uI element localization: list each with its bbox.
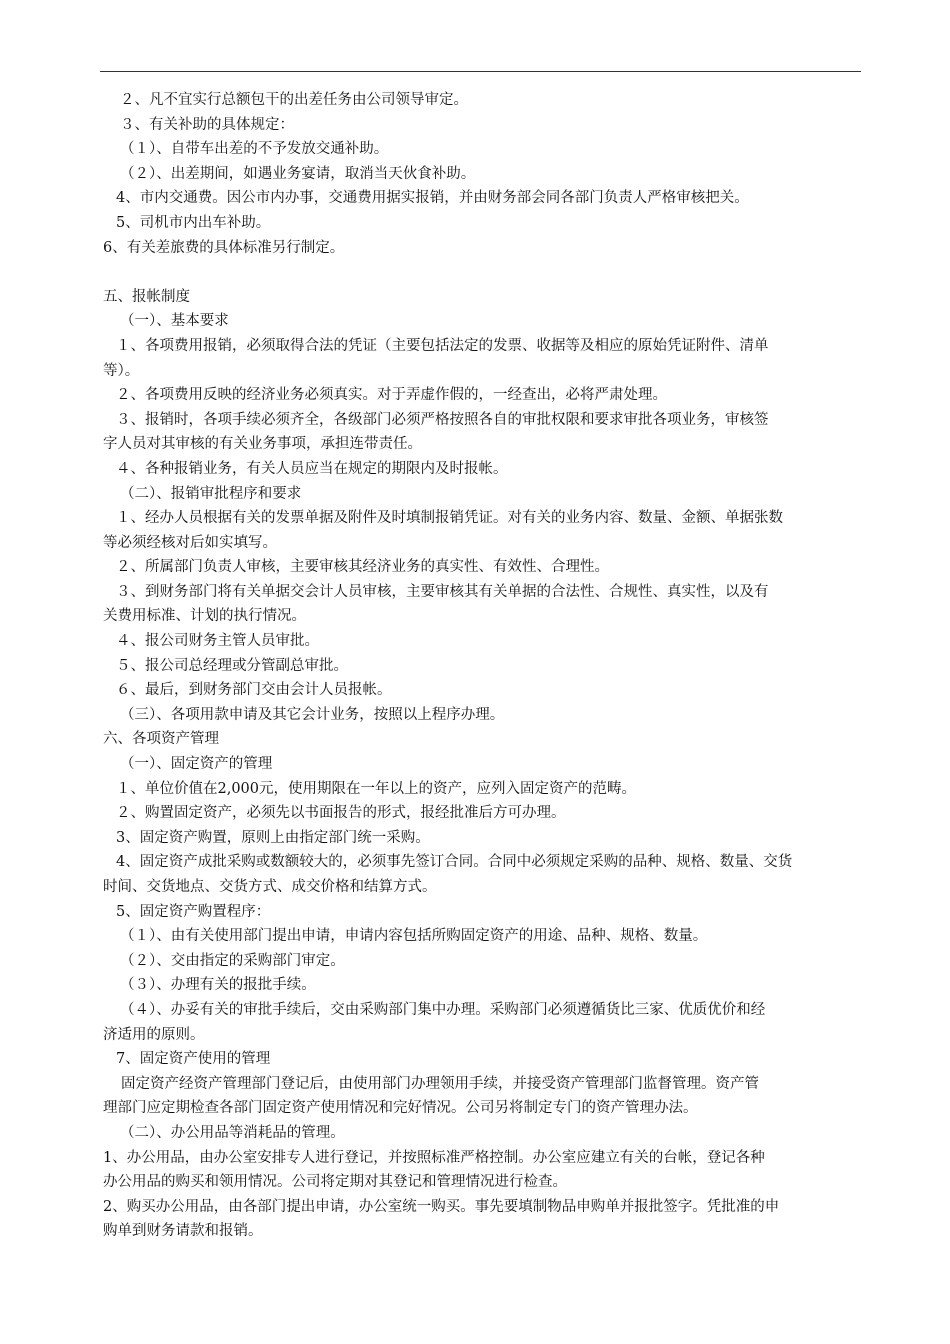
text-line: １、各项费用报销，必须取得合法的凭证（主要包括法定的发票、收据等及相应的原始凭证附件、清单: [116, 337, 769, 354]
subsection-heading: （三）、各项用款申请及其它会计业务，按照以上程序办理。: [120, 706, 505, 723]
text-line: 时间、交货地点、交货方式、成交价格和结算方式。: [103, 879, 437, 895]
subsection-heading: （一）、固定资产的管理: [120, 756, 273, 773]
text-line: （２）、出差期间，如遇业务宴请，取消当天伙食补助。: [120, 165, 476, 182]
subsection-heading: （一）、基本要求: [120, 313, 229, 330]
text-line: ２、凡不宜实行总额包干的出差任务由公司领导审定。: [120, 92, 468, 108]
text-line: 7、固定资产使用的管理: [116, 1051, 271, 1068]
text-line: （４）、办妥有关的审批手续后，交由采购部门集中办理。采购部门必须遵循货比三家、优质优价和经: [120, 1001, 766, 1018]
text-line: （１）、自带车出差的不予发放交通补助。: [120, 141, 389, 158]
text-line: 5、司机市内出车补助。: [116, 214, 271, 231]
text-line: ２、购置固定资产，必须先以书面报告的形式，报经批准后方可办理。: [116, 805, 566, 822]
text-line: ５、报公司总经理或分管副总审批。: [116, 657, 348, 674]
text-line: （３）、办理有关的报批手续。: [120, 977, 316, 994]
header-rule: [100, 71, 861, 72]
text-line: 6、有关差旅费的具体标准另行制定。: [103, 239, 345, 256]
text-line: 4、固定资产成批采购或数额较大的，必须事先签订合同。合同中必须规定采购的品种、规格、数量、交货: [116, 854, 793, 871]
subsection-heading: （二）、报销审批程序和要求: [120, 485, 302, 502]
text-line: ３、到财务部门将有关单据交会计人员审核，主要审核其有关单据的合法性、合规性、真实性，以及有: [116, 583, 769, 600]
text-line: 3、固定资产购置，原则上由指定部门统一采购。: [116, 829, 430, 846]
text-line: 济适用的原则。: [103, 1026, 205, 1043]
text-line: ３、报销时，各项手续必须齐全，各级部门必须严格按照各自的审批权限和要求审批各项业务，审核签: [116, 411, 769, 428]
text-line: 办公用品的购买和领用情况。公司将定期对其登记和管理情况进行检查。: [103, 1174, 567, 1191]
section-heading: 六、各项资产管理: [103, 731, 219, 748]
text-line: 固定资产经资产管理部门登记后，由使用部门办理领用手续，并接受资产管理部门监督管理。资产管: [121, 1075, 759, 1092]
text-line: 理部门应定期检查各部门固定资产使用情况和完好情况。公司另将制定专门的资产管理办法。: [103, 1100, 698, 1117]
subsection-heading: （二）、办公用品等消耗品的管理。: [120, 1124, 345, 1141]
text-line: 等必须经核对后如实填写。: [103, 534, 277, 551]
text-line: 关费用标准、计划的执行情况。: [103, 608, 306, 625]
text-line: ２、所属部门负责人审核，主要审核其经济业务的真实性、有效性、合理性。: [116, 559, 609, 576]
text-line: 5、固定资产购置程序：: [116, 903, 271, 920]
text-line: １、经办人员根据有关的发票单据及附件及时填制报销凭证。对有关的业务内容、数量、金额、单据张数: [116, 510, 783, 527]
document-body: [103, 88, 863, 1244]
text-line: 4、市内交通费。因公市内办事，交通费用据实报销，并由财务部会同各部门负责人严格审核把关。: [116, 190, 749, 207]
text-line: ４、各种报销业务，有关人员应当在规定的期限内及时报帐。: [116, 460, 508, 477]
text-line: 2、购买办公用品，由各部门提出申请，办公室统一购买。事先要填制物品申购单并报批签字。凭批准的申: [103, 1198, 780, 1215]
section-heading: 五、报帐制度: [103, 288, 190, 305]
text-line: １、单位价值在2,000元，使用期限在一年以上的资产，应列入固定资产的范畴。: [116, 780, 637, 797]
text-line: 等）。: [103, 362, 140, 379]
text-line: ３、有关补助的具体规定：: [120, 116, 294, 133]
blank-line: [103, 260, 863, 285]
text-line: 1、办公用品，由办公室安排专人进行登记，并按照标准严格控制。办公室应建立有关的台帐，登记各种: [103, 1149, 765, 1166]
text-line: 字人员对其审核的有关业务事项，承担连带责任。: [103, 436, 422, 453]
text-line: （２）、交由指定的采购部门审定。: [120, 952, 345, 969]
text-line: （１）、由有关使用部门提出申请，申请内容包括所购固定资产的用途、品种、规格、数量。: [120, 928, 708, 945]
text-line: 购单到财务请款和报销。: [103, 1223, 263, 1240]
text-line: ２、各项费用反映的经济业务必须真实。对于弄虚作假的，一经查出，必将严肃处理。: [116, 387, 667, 404]
text-line: ６、最后，到财务部门交由会计人员报帐。: [116, 682, 392, 699]
text-line: ４、报公司财务主管人员审批。: [116, 633, 319, 650]
